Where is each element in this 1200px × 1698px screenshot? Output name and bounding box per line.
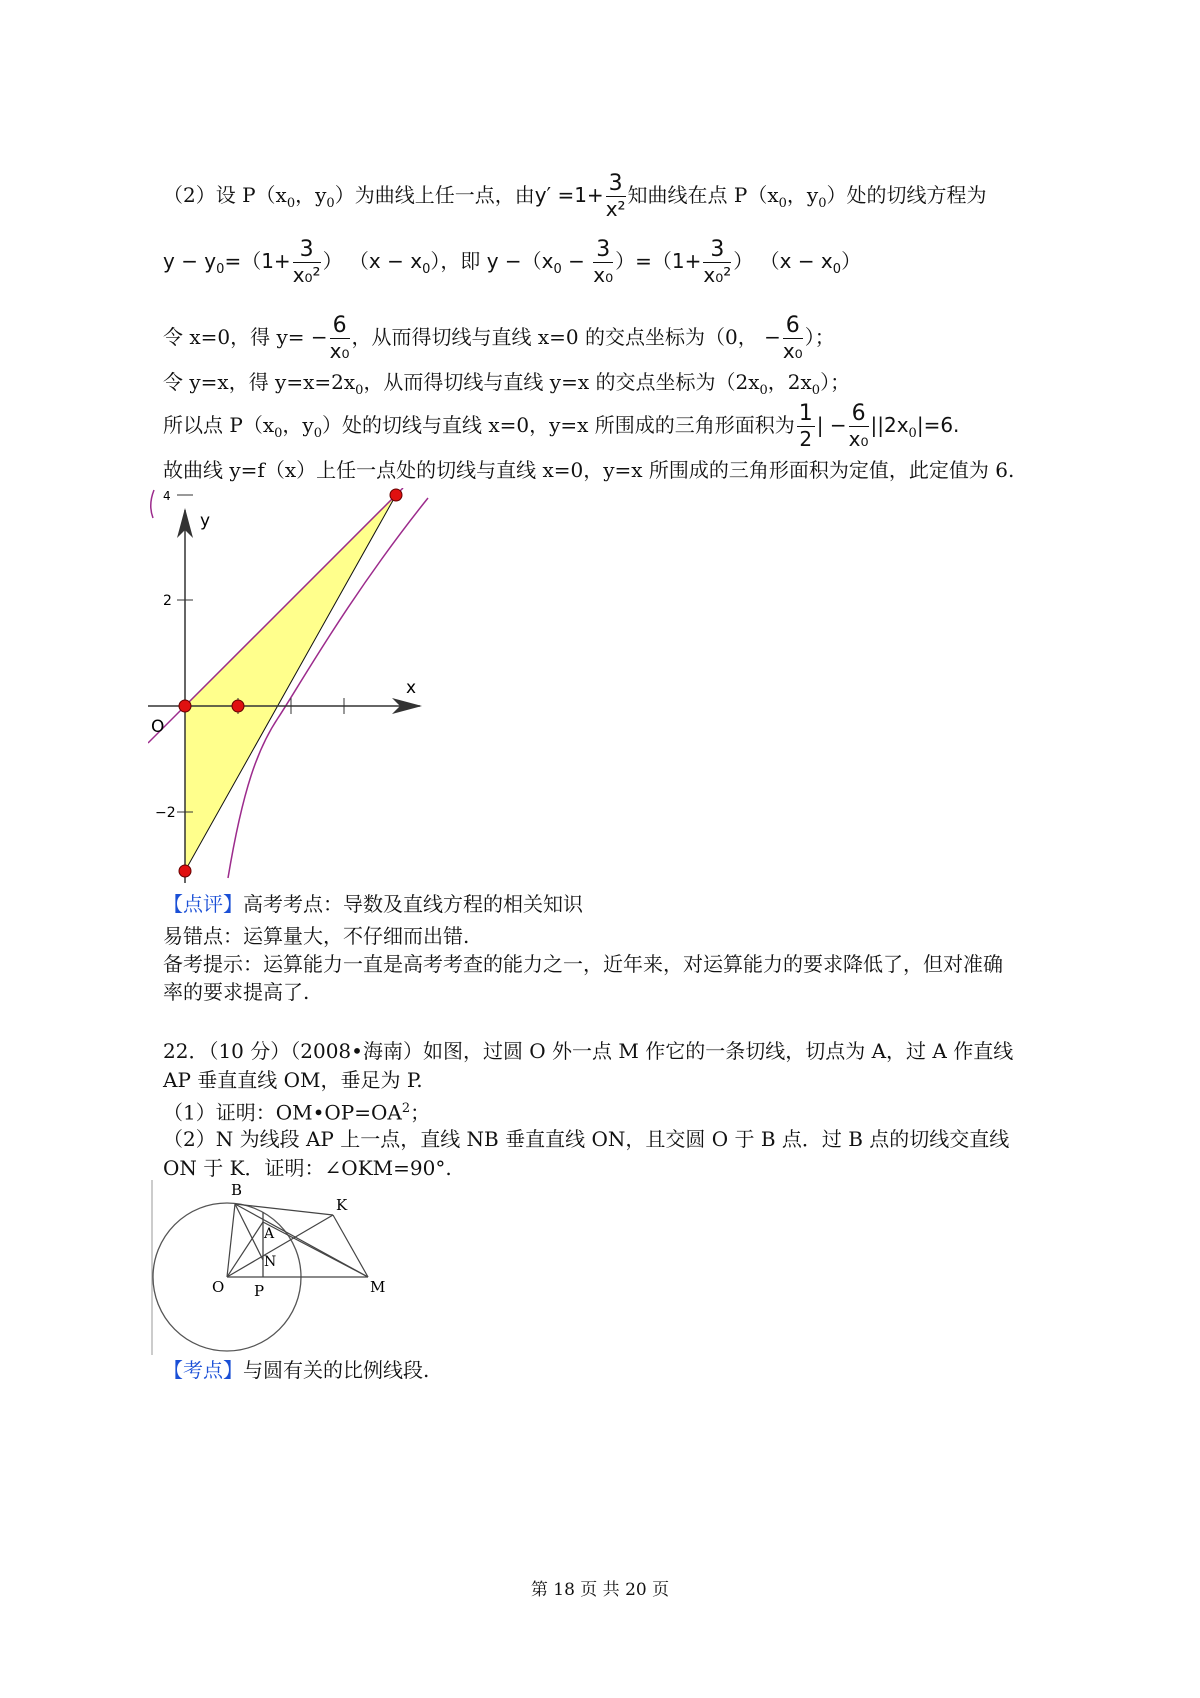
- fraction-6-over-x0: $\frac{6}{\text{x₀}}$: [329, 313, 350, 363]
- q22-line-3: （1）证明：$OM•OP=OA^2$；: [163, 1100, 431, 1125]
- review-line-3: 备考提示：运算能力一直是高考考查的能力之一，近年来，对运算能力的要求降低了，但对准确: [163, 952, 1003, 976]
- origin-label: O: [151, 717, 165, 737]
- segment-bk: [235, 1204, 333, 1215]
- segment-bn: [235, 1204, 263, 1260]
- kaodian-line: 【考点】与圆有关的比例线段.: [163, 1358, 430, 1382]
- point-origin: [179, 700, 191, 712]
- tick-label-2: 2: [163, 593, 172, 609]
- label-p: P: [254, 1282, 265, 1300]
- fraction-3-over-x0sq: $\frac{3}{\text{x₀²}}$: [292, 237, 321, 287]
- fraction-6-over-x0-2: $\frac{6}{\text{x₀}}$: [782, 313, 803, 363]
- q22-line-4: （2）N 为线段 AP 上一点，直线 NB 垂直直线 ON，且交圆 O 于 B 点．过 B 点的切线交直线: [163, 1127, 1010, 1151]
- solution-conclusion: 故曲线 y=f（x）上任一点处的切线与直线 x=0，y=x 所围成的三角形面积为定值，此定值为 6.: [163, 458, 1015, 482]
- page-footer: 第 18 页 共 20 页: [530, 1580, 670, 1600]
- fraction-6-over-x0-3: $\frac{6}{\text{x₀}}$: [848, 401, 869, 451]
- q22-line-5: ON 于 K．证明：∠OKM=90°.: [163, 1156, 452, 1180]
- tick-label-4: 4: [163, 489, 171, 503]
- point-x-intercept: [232, 700, 244, 712]
- triangle-region: [185, 495, 396, 871]
- solution-line-4: 令 y=x，得 $y=x=2x_0$，从而得切线与直线 y=x 的交点坐标为（$2x_0$，$2x_0$）；: [163, 370, 851, 398]
- y-axis-label: y: [200, 511, 211, 531]
- x-axis-label: x: [406, 678, 417, 698]
- tick-label-m2: −2: [155, 805, 176, 821]
- solution-line-1: （2）设 $P(x_0$，$y_0$）为曲线上任一点，由y′ =1+ $\frac{3}{\text{x²}}$ 知曲线在点 $P(x_0$，$y_0$）处的切线方程为: [163, 171, 987, 221]
- label-o: O: [212, 1278, 225, 1296]
- tangent-equation: $y - y_0=(1+$ $\frac{3}{\text{x₀²}}$ ） $(x - x_0)$，即 $y -(x_0$ − $\frac{3}{\text{x₀}}$ ）=（1+ $\frac{3}{\text{x₀²}}$ ） $(x - x_0)$: [163, 237, 862, 287]
- point-top: [390, 489, 402, 501]
- solution-line-5: 所以点 $P(x_0$，$y_0$）处的切线与直线 x=0，y=x 所围成的三角形面积为 $\frac{1}{2}$ | − $\frac{6}{\text{x₀}}$ $||2x_0|=6$.: [163, 401, 960, 451]
- q22-line-1: 22．（10 分）（2008•海南）如图，过圆 O 外一点 M 作它的一条切线，切点为 A，过 A 作直线: [163, 1039, 1014, 1063]
- q22-line-2: AP 垂直直线 OM，垂足为 P.: [163, 1068, 423, 1092]
- label-a: A: [264, 1226, 275, 1242]
- kaodian-tag: 【考点】: [163, 1358, 243, 1382]
- fraction-1-over-2: $\frac{1}{2}$: [798, 401, 813, 451]
- fraction-3-over-x0: $\frac{3}{\text{x₀}}$: [593, 237, 614, 287]
- review-line-4: 率的要求提高了.: [163, 980, 310, 1004]
- review-tag: 【点评】: [163, 892, 243, 916]
- fraction-3-over-x0sq-2: $\frac{3}{\text{x₀²}}$: [703, 237, 732, 287]
- review-line-1: 【点评】高考考点：导数及直线方程的相关知识: [163, 892, 583, 916]
- curve-left-branch: [151, 490, 154, 518]
- point-bottom: [179, 865, 191, 877]
- label-m: M: [370, 1278, 386, 1296]
- solution-line-3: 令 x=0，得 y= − $\frac{6}{\text{x₀}}$ ，从而得切线与直线 x=0 的交点坐标为（0， − $\frac{6}{\text{x₀}}$ ）；: [163, 313, 835, 363]
- label-k: K: [336, 1196, 348, 1214]
- fraction-3-over-x2: $\frac{3}{\text{x²}}$: [605, 171, 626, 221]
- tangent-triangle-graph: [148, 488, 433, 883]
- review-line-2: 易错点：运算量大，不仔细而出错.: [163, 924, 470, 948]
- label-n: N: [264, 1254, 277, 1270]
- segment-ok: [227, 1215, 333, 1277]
- label-b: B: [231, 1181, 243, 1199]
- circle-geometry-figure: [148, 1180, 408, 1355]
